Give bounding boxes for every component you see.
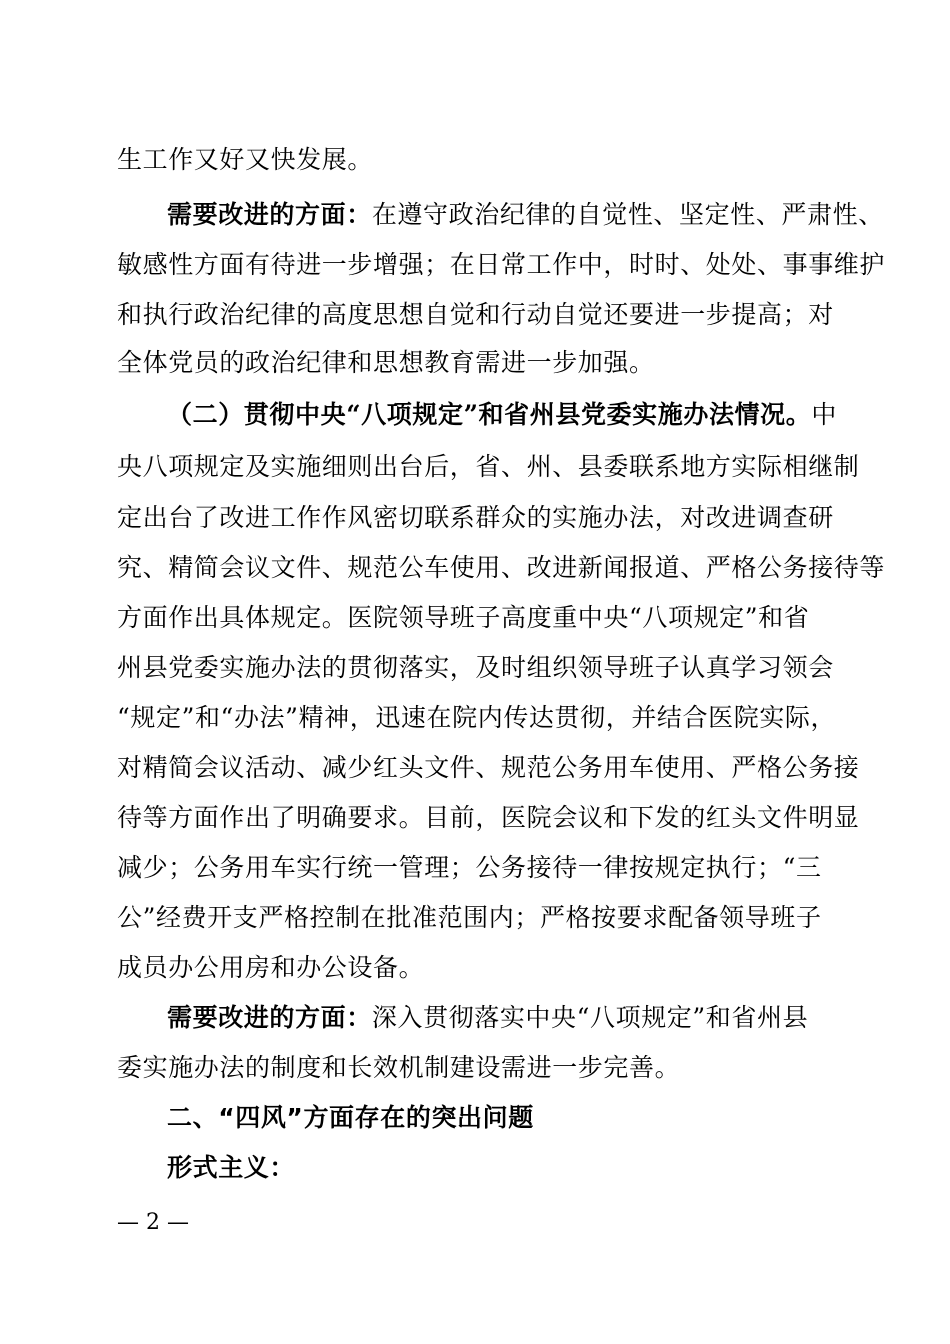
paragraph-line xyxy=(167,400,837,430)
paragraph-line: 和执行政治纪律的高度思想自觉和行动自觉还要进一步提高；对 xyxy=(117,300,834,329)
paragraph-line: 成员办公用房和办公设备。 xyxy=(117,953,425,982)
paragraph-line: 公”经费开支严格控制在批准范围内；严格按要求配备领导班子 xyxy=(117,903,822,932)
paragraph-line: 央八项规定及实施细则出台后，省、州、县委联系地方实际相继制 xyxy=(117,452,860,481)
paragraph-line: 方面作出具体规定。医院领导班子高度重中央“八项规定”和省 xyxy=(117,603,810,632)
paragraph-line: 委实施办法的制度和长效机制建设需进一步完善。 xyxy=(117,1053,681,1082)
paragraph-line: 减少；公务用车实行统一管理；公务接待一律按规定执行；“三 xyxy=(117,853,822,882)
paragraph-line: “规定”和“办法”精神，迅速在院内传达贯彻，并结合医院实际， xyxy=(117,703,837,732)
paragraph-line xyxy=(167,200,884,230)
paragraph-line: 敏感性方面有待进一步增强；在日常工作中，时时、处处、事事维护 xyxy=(117,250,886,279)
paragraph-line: 州县党委实施办法的贯彻落实，及时组织领导班子认真学习领会 xyxy=(117,653,834,682)
line-text: 深入贯彻落实中央“八项规定”和省州县 xyxy=(371,1003,809,1032)
line-text: 在遵守政治纪律的自觉性、坚定性、严肃性、 xyxy=(371,200,884,229)
paragraph-line: 究、精简会议文件、规范公车使用、改进新闻报道、严格公务接待等 xyxy=(117,553,886,582)
line-text: 中 xyxy=(811,400,837,429)
sub-heading: 形式主义： xyxy=(167,1153,296,1182)
section-heading: 二、“四风”方面存在的突出问题 xyxy=(167,1103,534,1132)
improvement-label: 需要改进的方面： xyxy=(167,200,372,229)
paragraph-line xyxy=(167,1003,837,1033)
section-subtitle: （二）贯彻中央“八项规定”和省州县党委实施办法情况。 xyxy=(167,400,812,429)
paragraph-line: 生工作又好又快发展。 xyxy=(117,145,374,174)
paragraph-line: 定出台了改进工作作风密切联系群众的实施办法，对改进调查研 xyxy=(117,503,834,532)
paragraph-line: 待等方面作出了明确要求。目前，医院会议和下发的红头文件明显 xyxy=(117,803,860,832)
paragraph-line: 全体党员的政治纪律和思想教育需进一步加强。 xyxy=(117,348,655,377)
paragraph-line: 对精简会议活动、减少红头文件、规范公务用车使用、严格公务接 xyxy=(117,753,860,782)
improvement-label: 需要改进的方面： xyxy=(167,1003,372,1032)
page-number: — 2 — xyxy=(117,1210,189,1235)
